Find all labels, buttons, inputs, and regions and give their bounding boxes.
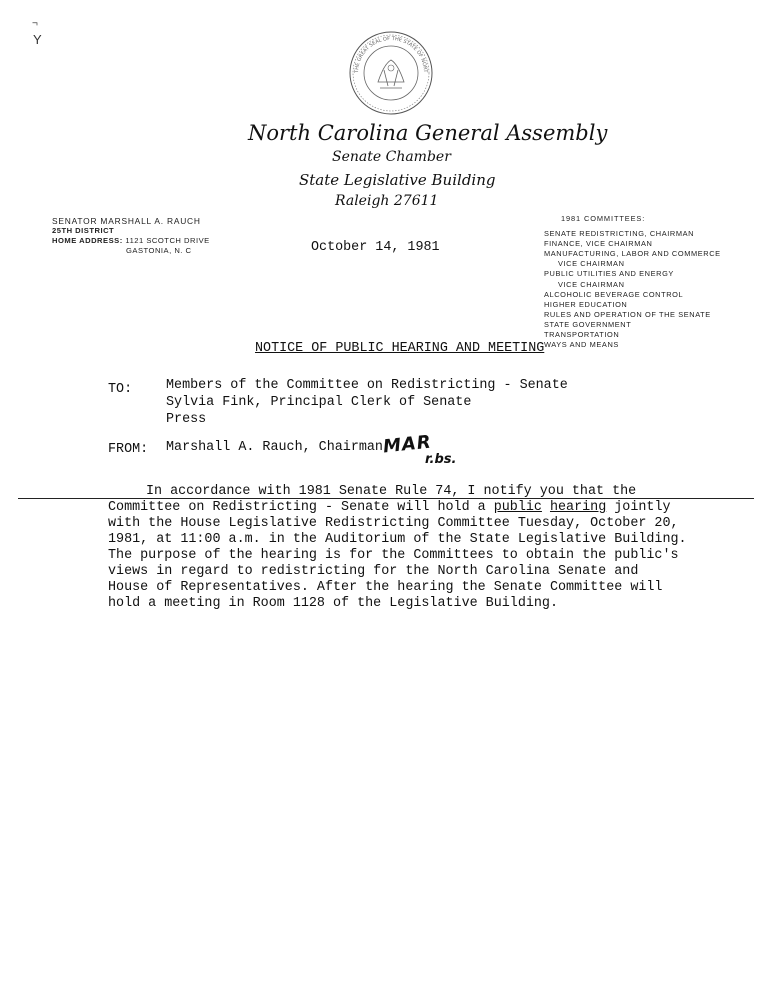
committee-item: PUBLIC UTILITIES AND ENERGY <box>544 269 674 279</box>
body-text <box>542 500 550 515</box>
seal-text: THE GREAT SEAL OF THE STATE OF NORT <box>353 35 429 74</box>
margin-mark-1: ¬ <box>32 18 38 29</box>
assembly-title: North Carolina General Assembly <box>248 121 608 145</box>
underlined-word-hearing: hearing <box>549 500 607 515</box>
from-value: Marshall A. Rauch, Chairman <box>166 440 383 455</box>
sender-name: SENATOR MARSHALL A. RAUCH <box>52 216 201 226</box>
body-line: hold a meeting in Room 1128 of the Legislative Building. <box>108 596 558 611</box>
body-line: with the House Legislative Redistricting Committee Tuesday, October 20, <box>108 516 679 531</box>
to-line: Press <box>166 412 207 427</box>
to-label: TO: <box>108 382 133 397</box>
to-line: Sylvia Fink, Principal Clerk of Senate <box>166 395 472 410</box>
handwritten-initials: MAR <box>382 431 433 458</box>
committee-item: VICE CHAIRMAN <box>558 279 625 289</box>
committees-heading: 1981 COMMITTEES: <box>561 214 646 223</box>
home-city: GASTONIA, N. C <box>126 246 192 255</box>
body-text: jointly <box>606 500 671 515</box>
committee-item: WAYS AND MEANS <box>544 340 619 350</box>
committee-item: STATE GOVERNMENT <box>544 319 632 329</box>
notice-title: NOTICE OF PUBLIC HEARING AND MEETING <box>255 341 545 356</box>
building-title: State Legislative Building <box>299 171 496 189</box>
sender-home-address <box>52 236 210 246</box>
underlined-word-public: public <box>493 500 542 515</box>
committee-item: TRANSPORTATION <box>544 330 620 340</box>
state-seal <box>348 30 434 116</box>
from-label: FROM: <box>108 442 149 457</box>
committee-item: FINANCE, VICE CHAIRMAN <box>544 239 653 249</box>
committees-block <box>544 214 721 350</box>
body-line: The purpose of the hearing is for the Committees to obtain the public's <box>108 548 679 563</box>
sender-district: 25TH DISTRICT <box>52 226 115 235</box>
home-label: HOME ADDRESS: <box>52 236 123 245</box>
sender-block <box>52 216 210 256</box>
city-zip: Raleigh 27611 <box>335 193 439 209</box>
home-street: 1121 SCOTCH DRIVE <box>125 236 210 245</box>
margin-mark-2: Y <box>33 32 42 47</box>
body-line: views in regard to redistricting for the North Carolina Senate and <box>108 564 639 579</box>
body-text: Committee on Redistricting - Senate will hold a <box>108 500 494 515</box>
committee-item: RULES AND OPERATION OF THE SENATE <box>544 309 711 319</box>
committee-item: MANUFACTURING, LABOR AND COMMERCE <box>544 249 721 259</box>
committee-item: VICE CHAIRMAN <box>558 259 625 269</box>
handwritten-initials-secondary: r.bs. <box>425 452 457 467</box>
body-line: House of Representatives. After the hearing the Senate Committee will <box>108 580 663 595</box>
letter-date: October 14, 1981 <box>311 240 440 255</box>
committee-item: ALCOHOLIC BEVERAGE CONTROL <box>544 289 684 299</box>
body-line <box>108 500 671 515</box>
body-line: In accordance with 1981 Senate Rule 74, I notify you that the <box>146 484 637 499</box>
committee-item: SENATE REDISTRICTING, CHAIRMAN <box>544 229 695 239</box>
committee-item: HIGHER EDUCATION <box>544 299 628 309</box>
body-line: 1981, at 11:00 a.m. in the Auditorium of the State Legislative Building. <box>108 532 687 547</box>
chamber-title: Senate Chamber <box>332 149 451 165</box>
to-line: Members of the Committee on Redistricting - Senate <box>166 378 568 393</box>
